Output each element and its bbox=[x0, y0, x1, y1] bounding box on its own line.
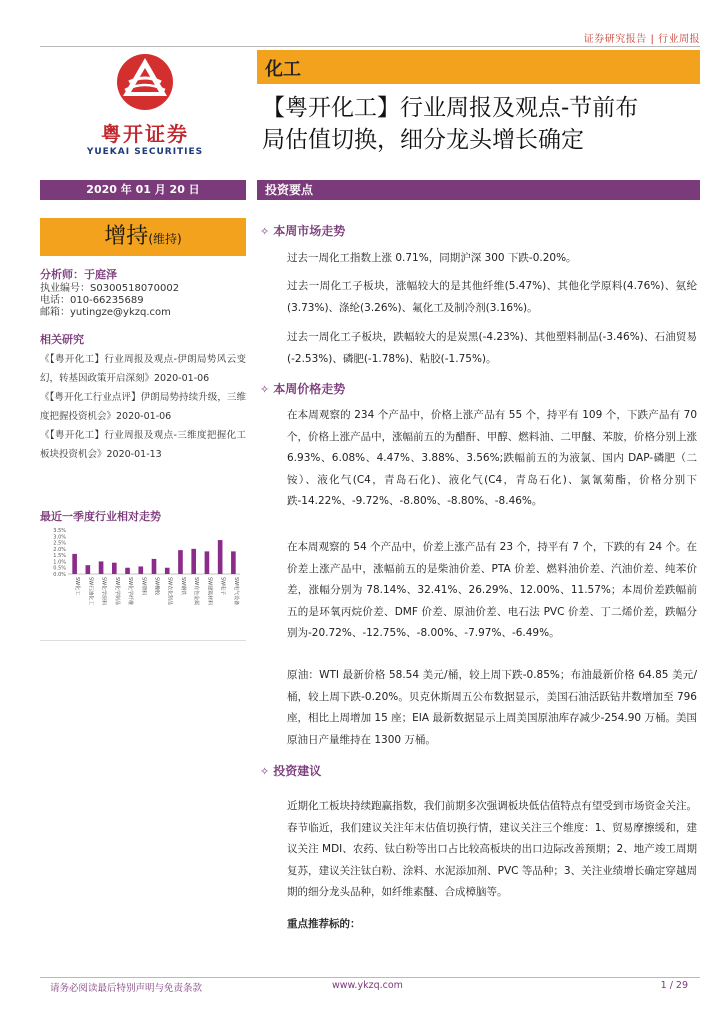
price-paragraph-2: 在本周观察的 54 个产品中，价差上涨产品有 23 个，持平有 7 个，下跌的有 24 个。在价差上涨产品中，涨幅前五的是柴油价差、PTA 价差、燃料油价差、汽油价差、纯苯价差，涨幅分别为 78.14%、32.41%、26.29%、12.00%、11.57%；本周价差跌幅前五的是环氧丙烷价差、DMF 价差、原油价差、电石法 PVC 价差、丁二烯价差，跌幅分别为-20.72%、-12.75%、-8.00%、-7.97%、-6.49%。 bbox=[287, 541, 697, 639]
analyst-email[interactable]: 邮箱：yutingze@ykzq.com bbox=[40, 307, 171, 318]
x-tick-label: SW电气设备 bbox=[232, 577, 239, 606]
y-tick-label: 3.0% bbox=[53, 534, 66, 541]
x-tick-label: SW钢铁 bbox=[179, 577, 186, 596]
chart-bar bbox=[231, 551, 236, 574]
chart-bar bbox=[191, 549, 196, 574]
y-tick-label: 1.5% bbox=[53, 553, 66, 560]
chart-bar bbox=[165, 568, 170, 574]
price-trend-heading: ✧ 本周价格走势 bbox=[260, 382, 346, 396]
x-tick-label: SW化学纤维 bbox=[127, 577, 134, 606]
investment-advice-heading: ✧ 投资建议 bbox=[260, 764, 322, 778]
market-paragraph-2: 过去一周化工子板块，涨幅较大的是其他纤维(5.47%)、其他化学原料(4.76%)、氨纶(3.73%)、涤纶(3.26%)、氟化工及制冷剂(3.16%)。 bbox=[287, 280, 697, 314]
y-tick-label: 2.5% bbox=[53, 540, 66, 547]
x-tick-label: SW有色金属 bbox=[193, 577, 200, 606]
report-title-line1: 【粤开化工】行业周报及观点-节前布 bbox=[262, 95, 639, 121]
analyst-name: 分析师：于庭泽 bbox=[40, 268, 117, 281]
key-picks-heading: 重点推荐标的： bbox=[287, 918, 361, 930]
report-date: 2020 年 01 月 20 日 bbox=[40, 180, 246, 200]
header-divider bbox=[40, 46, 700, 47]
market-paragraph-1: 过去一周化工指数上涨 0.71%，同期沪深 300 下跌-0.20%。 bbox=[287, 252, 577, 264]
chart-bar bbox=[218, 540, 223, 574]
rating-value: 增持 bbox=[104, 224, 149, 249]
chart-bar bbox=[138, 566, 143, 574]
x-tick-label: SW电子 bbox=[219, 577, 226, 596]
chart-bar bbox=[112, 563, 117, 574]
report-title-line2: 局估值切换，细分龙头增长确定 bbox=[262, 127, 584, 153]
diamond-bullet-icon: ✧ bbox=[260, 225, 270, 238]
sector-label: 化工 bbox=[265, 59, 301, 80]
y-tick-label: 3.5% bbox=[53, 528, 66, 534]
x-tick-label: SW化工 bbox=[74, 577, 81, 596]
analyst-phone: 电话：010-66235689 bbox=[40, 295, 144, 306]
footer-disclaimer[interactable]: 请务必阅读最后特别声明与免责条款 bbox=[50, 983, 203, 994]
price-paragraph-3: 原油：WTI 最新价格 58.54 美元/桶，较上周下跌-0.85%；布油最新价格 64.85 美元/桶，较上周下跌-0.20%。贝克休斯周五公布数据显示，美国石油活跃钻井数增加至 796 座，相比上周增加 15 座；EIA 最新数据显示上周美国原油库存减少-254.90 万桶。美国原油日产量维持在 1300 万桶。 bbox=[287, 669, 697, 746]
relative-performance-chart bbox=[40, 524, 246, 634]
market-paragraph-3: 过去一周化工子板块，跌幅较大的是炭黑(-4.23%)、其他塑料制品(-3.46%)、石油贸易(-2.53%)、磷肥(-1.78%)、粘胶(-1.75%)。 bbox=[287, 331, 697, 365]
chart-svg bbox=[40, 524, 246, 634]
chart-bar bbox=[125, 568, 130, 574]
y-tick-label: 0.5% bbox=[53, 565, 66, 572]
chart-bar bbox=[99, 561, 104, 574]
y-tick-label: 0.0% bbox=[53, 572, 66, 578]
y-tick-label: 1.0% bbox=[53, 559, 66, 566]
related-research-item[interactable]: 《【粤开化工】行业周报及观点-伊朗局势风云变幻，转基因政策开启深刻》2020-01-06 bbox=[40, 354, 246, 384]
chart-bar bbox=[72, 554, 77, 574]
page-number: 1 / 29 bbox=[660, 980, 688, 991]
x-tick-label: SW橡胶 bbox=[153, 577, 160, 596]
x-tick-label: SW建筑材料 bbox=[206, 577, 213, 606]
chart-bar bbox=[152, 559, 157, 574]
logo-mark-icon bbox=[115, 52, 175, 112]
diamond-bullet-icon: ✧ bbox=[260, 383, 270, 396]
company-logo bbox=[82, 52, 208, 157]
rating-status: (维持) bbox=[148, 232, 182, 246]
sidebar-divider bbox=[40, 640, 246, 641]
footer-divider bbox=[40, 977, 700, 978]
x-tick-label: SW农化制品 bbox=[166, 577, 173, 606]
x-tick-label: SW塑料 bbox=[140, 577, 147, 596]
rating-badge bbox=[40, 218, 246, 256]
chart-title: 最近一季度行业相对走势 bbox=[40, 510, 161, 523]
sector-banner bbox=[257, 50, 700, 84]
diamond-bullet-icon: ✧ bbox=[260, 765, 270, 778]
chart-bar bbox=[178, 550, 183, 574]
report-type-tag: 证券研究报告 | 行业周报 bbox=[583, 34, 700, 45]
analyst-license: 执业编号：S0300518070002 bbox=[40, 283, 180, 294]
investment-highlights-banner: 投资要点 bbox=[257, 180, 700, 200]
chart-bar bbox=[205, 551, 210, 574]
related-research-item[interactable]: 《【粤开化工】行业周报及观点-三维度把握化工板块投资机会》2020-01-13 bbox=[40, 430, 246, 460]
logo-english-name: YUEKAI SECURITIES bbox=[86, 147, 204, 157]
related-research-item[interactable]: 《【粤开化工行业点评】伊朗局势持续升级，三维度把握投资机会》2020-01-06 bbox=[40, 392, 246, 422]
footer-website[interactable]: www.ykzq.com bbox=[332, 980, 403, 991]
x-tick-label: SW化学制品 bbox=[113, 577, 120, 606]
x-tick-label: SW化学原料 bbox=[100, 577, 107, 606]
market-trend-heading: ✧ 本周市场走势 bbox=[260, 224, 346, 238]
price-paragraph-1: 在本周观察的 234 个产品中，价格上涨产品有 55 个，持平有 109 个，下跌产品有 70 个，价格上涨产品中，涨幅前五的为醋酐、甲醇、燃料油、二甲醚、苯胺，价格分别上涨 6.93%、6.08%、4.47%、3.88%、3.56%;跌幅前五的为液氯、国内 DAP-磷肥（二铵）、液化气(C4，青岛石化)、液化气(C4，青岛石化)、氯氰菊酯，价格分别下跌-14.22%、-9.72%、-8.80%、-8.80%、-8.46%。 bbox=[287, 409, 697, 507]
report-title bbox=[262, 92, 702, 156]
chart-bar bbox=[86, 565, 91, 574]
logo-chinese-name: 粤开证券 bbox=[101, 122, 189, 146]
analyst-sidebar bbox=[40, 268, 246, 464]
advice-paragraph: 近期化工板块持续跑赢指数，我们前期多次强调板块低估值特点有望受到市场资金关注。春节临近，我们建议关注年末估值切换行情，建议关注三个维度：1、贸易摩擦缓和，建议关注 MDI、农药、钛白粉等出口占比较高板块的出口边际改善预期；2、地产竣工周期复苏，建议关注钛白粉、涂料、水泥添加剂、PVC 等品种；3、关注业绩增长确定穿越周期的细分龙头品种，如纤维素醚、合成樟脑等。 bbox=[287, 800, 697, 898]
related-research-heading: 相关研究 bbox=[40, 333, 84, 346]
x-tick-label: SW石油化工 bbox=[87, 577, 94, 606]
y-tick-label: 2.0% bbox=[53, 546, 66, 553]
